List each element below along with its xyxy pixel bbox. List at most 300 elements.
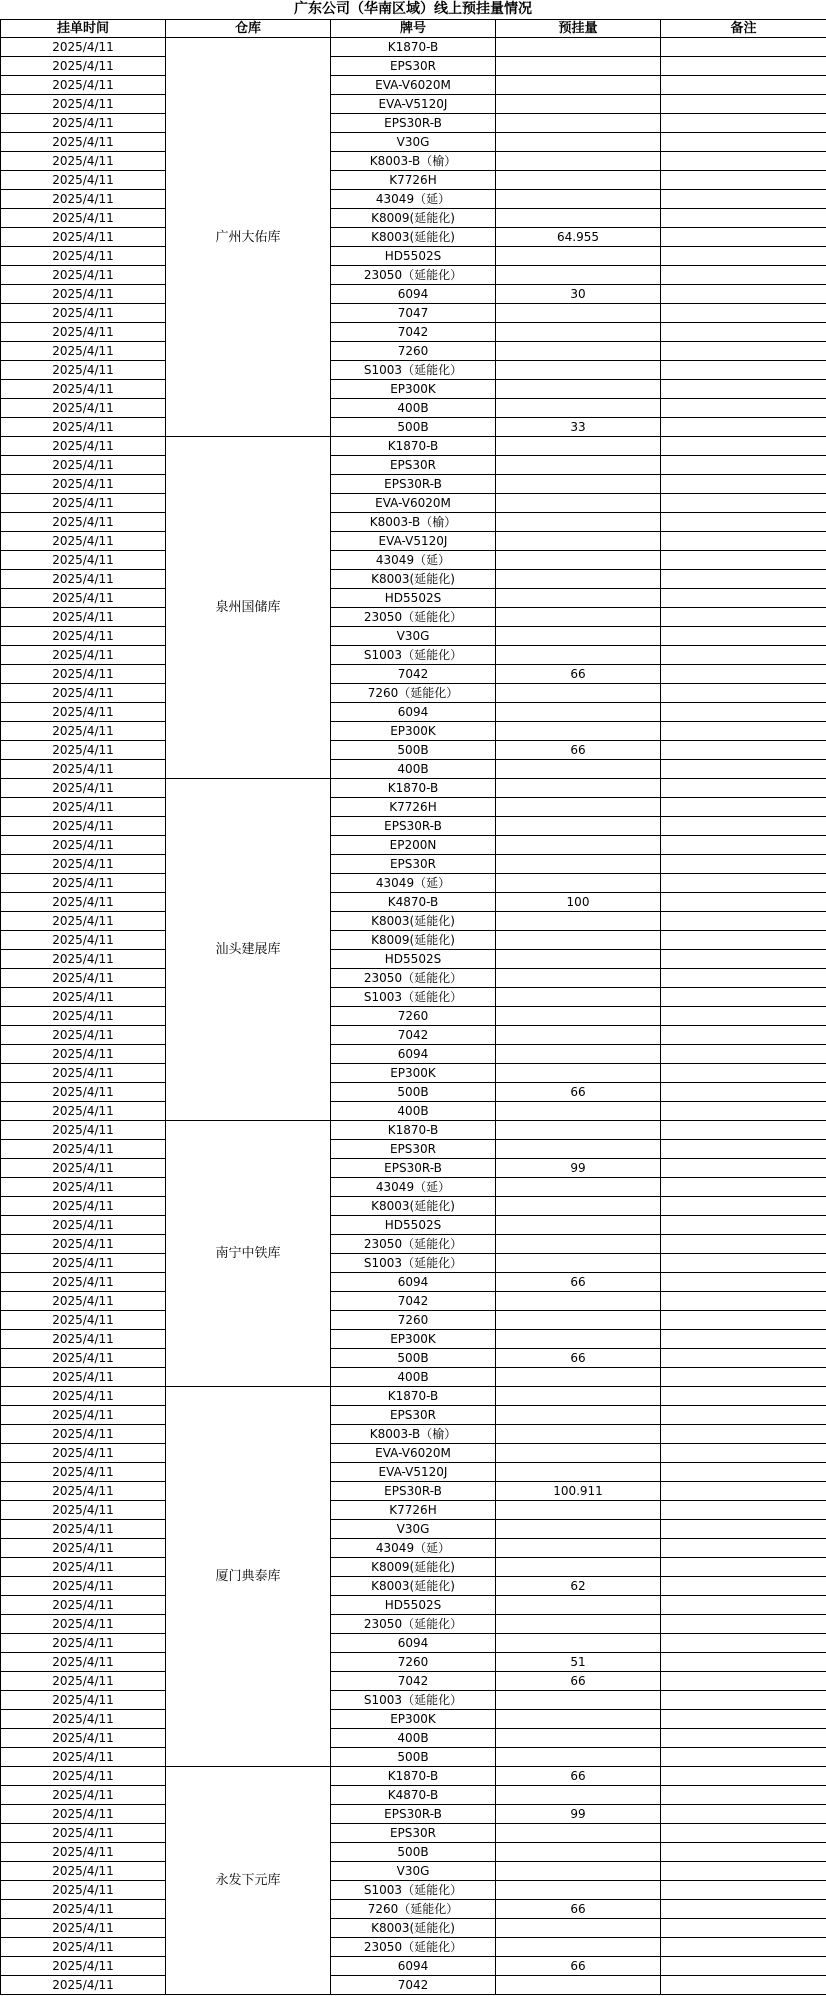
- cell-grade[interactable]: EPS30R: [331, 855, 496, 874]
- cell-note[interactable]: [661, 38, 826, 57]
- cell-grade[interactable]: EPS30R: [331, 1140, 496, 1159]
- cell-date[interactable]: 2025/4/11: [1, 1254, 166, 1273]
- cell-quantity[interactable]: 51: [496, 1653, 661, 1672]
- cell-date[interactable]: 2025/4/11: [1, 1406, 166, 1425]
- cell-grade[interactable]: 7042: [331, 1026, 496, 1045]
- cell-quantity[interactable]: [496, 1843, 661, 1862]
- cell-note[interactable]: [661, 1957, 826, 1976]
- cell-date[interactable]: 2025/4/11: [1, 57, 166, 76]
- cell-note[interactable]: [661, 665, 826, 684]
- cell-quantity[interactable]: [496, 532, 661, 551]
- cell-date[interactable]: 2025/4/11: [1, 1368, 166, 1387]
- cell-grade[interactable]: K8009(延能化): [331, 1558, 496, 1577]
- cell-quantity[interactable]: [496, 1919, 661, 1938]
- cell-grade[interactable]: EPS30R-B: [331, 475, 496, 494]
- cell-grade[interactable]: K8003(延能化): [331, 1577, 496, 1596]
- cell-grade[interactable]: EP300K: [331, 722, 496, 741]
- cell-date[interactable]: 2025/4/11: [1, 1121, 166, 1140]
- cell-quantity[interactable]: [496, 1178, 661, 1197]
- cell-note[interactable]: [661, 380, 826, 399]
- cell-quantity[interactable]: [496, 1463, 661, 1482]
- cell-date[interactable]: 2025/4/11: [1, 1824, 166, 1843]
- cell-grade[interactable]: 7260: [331, 1007, 496, 1026]
- cell-grade[interactable]: HD5502S: [331, 1596, 496, 1615]
- cell-date[interactable]: 2025/4/11: [1, 475, 166, 494]
- cell-quantity[interactable]: [496, 1938, 661, 1957]
- cell-quantity[interactable]: [496, 95, 661, 114]
- cell-grade[interactable]: EP300K: [331, 1710, 496, 1729]
- cell-quantity[interactable]: [496, 1406, 661, 1425]
- cell-date[interactable]: 2025/4/11: [1, 1558, 166, 1577]
- cell-grade[interactable]: K8009(延能化): [331, 931, 496, 950]
- cell-note[interactable]: [661, 1235, 826, 1254]
- cell-grade[interactable]: K1870-B: [331, 779, 496, 798]
- header-warehouse[interactable]: 仓库: [166, 20, 331, 38]
- cell-note[interactable]: [661, 76, 826, 95]
- cell-grade[interactable]: 7260: [331, 1653, 496, 1672]
- cell-grade[interactable]: HD5502S: [331, 1216, 496, 1235]
- cell-grade[interactable]: EVA-V5120J: [331, 1463, 496, 1482]
- cell-quantity[interactable]: [496, 836, 661, 855]
- cell-quantity[interactable]: [496, 342, 661, 361]
- cell-date[interactable]: 2025/4/11: [1, 1045, 166, 1064]
- cell-date[interactable]: 2025/4/11: [1, 456, 166, 475]
- cell-note[interactable]: [661, 1121, 826, 1140]
- cell-date[interactable]: 2025/4/11: [1, 1026, 166, 1045]
- cell-grade[interactable]: K8003(延能化): [331, 570, 496, 589]
- cell-grade[interactable]: 6094: [331, 1045, 496, 1064]
- cell-quantity[interactable]: [496, 1368, 661, 1387]
- cell-quantity[interactable]: [496, 1026, 661, 1045]
- cell-date[interactable]: 2025/4/11: [1, 608, 166, 627]
- cell-quantity[interactable]: [496, 1064, 661, 1083]
- cell-note[interactable]: [661, 893, 826, 912]
- cell-quantity[interactable]: [496, 1292, 661, 1311]
- cell-note[interactable]: [661, 551, 826, 570]
- cell-warehouse[interactable]: 汕头建展库: [166, 779, 331, 1121]
- cell-date[interactable]: 2025/4/11: [1, 342, 166, 361]
- cell-date[interactable]: 2025/4/11: [1, 437, 166, 456]
- cell-quantity[interactable]: [496, 1558, 661, 1577]
- cell-quantity[interactable]: [496, 304, 661, 323]
- cell-note[interactable]: [661, 570, 826, 589]
- cell-date[interactable]: 2025/4/11: [1, 1102, 166, 1121]
- cell-note[interactable]: [661, 1140, 826, 1159]
- header-note[interactable]: 备注: [661, 20, 826, 38]
- cell-grade[interactable]: 400B: [331, 399, 496, 418]
- cell-date[interactable]: 2025/4/11: [1, 1881, 166, 1900]
- cell-grade[interactable]: 400B: [331, 760, 496, 779]
- cell-note[interactable]: [661, 969, 826, 988]
- cell-grade[interactable]: 23050（延能化）: [331, 969, 496, 988]
- cell-date[interactable]: 2025/4/11: [1, 1615, 166, 1634]
- cell-note[interactable]: [661, 1254, 826, 1273]
- cell-quantity[interactable]: 66: [496, 1767, 661, 1786]
- cell-warehouse[interactable]: 永发下元库: [166, 1767, 331, 1995]
- cell-note[interactable]: [661, 817, 826, 836]
- cell-note[interactable]: [661, 1596, 826, 1615]
- cell-grade[interactable]: EP300K: [331, 1330, 496, 1349]
- cell-note[interactable]: [661, 1368, 826, 1387]
- cell-quantity[interactable]: [496, 1596, 661, 1615]
- cell-date[interactable]: 2025/4/11: [1, 133, 166, 152]
- cell-grade[interactable]: 7042: [331, 1292, 496, 1311]
- cell-note[interactable]: [661, 1425, 826, 1444]
- cell-warehouse[interactable]: 广州大佑库: [166, 38, 331, 437]
- cell-date[interactable]: 2025/4/11: [1, 798, 166, 817]
- cell-note[interactable]: [661, 836, 826, 855]
- cell-quantity[interactable]: [496, 38, 661, 57]
- cell-note[interactable]: [661, 1976, 826, 1995]
- cell-note[interactable]: [661, 1862, 826, 1881]
- cell-note[interactable]: [661, 437, 826, 456]
- cell-note[interactable]: [661, 247, 826, 266]
- cell-date[interactable]: 2025/4/11: [1, 1900, 166, 1919]
- cell-grade[interactable]: EPS30R-B: [331, 1482, 496, 1501]
- cell-grade[interactable]: EP300K: [331, 1064, 496, 1083]
- cell-note[interactable]: [661, 1919, 826, 1938]
- cell-quantity[interactable]: [496, 1710, 661, 1729]
- cell-grade[interactable]: 43049（延）: [331, 1539, 496, 1558]
- cell-date[interactable]: 2025/4/11: [1, 1710, 166, 1729]
- cell-quantity[interactable]: [496, 1216, 661, 1235]
- cell-date[interactable]: 2025/4/11: [1, 513, 166, 532]
- cell-quantity[interactable]: [496, 1748, 661, 1767]
- cell-note[interactable]: [661, 532, 826, 551]
- cell-date[interactable]: 2025/4/11: [1, 95, 166, 114]
- cell-note[interactable]: [661, 703, 826, 722]
- cell-quantity[interactable]: 64.955: [496, 228, 661, 247]
- cell-grade[interactable]: K4870-B: [331, 1786, 496, 1805]
- cell-quantity[interactable]: [496, 1539, 661, 1558]
- cell-date[interactable]: 2025/4/11: [1, 893, 166, 912]
- cell-grade[interactable]: K8009(延能化): [331, 209, 496, 228]
- cell-quantity[interactable]: [496, 1976, 661, 1995]
- cell-grade[interactable]: EPS30R-B: [331, 1805, 496, 1824]
- cell-date[interactable]: 2025/4/11: [1, 1311, 166, 1330]
- cell-quantity[interactable]: [496, 589, 661, 608]
- cell-quantity[interactable]: [496, 266, 661, 285]
- cell-date[interactable]: 2025/4/11: [1, 779, 166, 798]
- cell-date[interactable]: 2025/4/11: [1, 76, 166, 95]
- cell-quantity[interactable]: [496, 1634, 661, 1653]
- cell-grade[interactable]: S1003（延能化）: [331, 1881, 496, 1900]
- cell-date[interactable]: 2025/4/11: [1, 1159, 166, 1178]
- cell-grade[interactable]: 400B: [331, 1729, 496, 1748]
- cell-date[interactable]: 2025/4/11: [1, 1653, 166, 1672]
- cell-date[interactable]: 2025/4/11: [1, 1672, 166, 1691]
- cell-date[interactable]: 2025/4/11: [1, 1805, 166, 1824]
- cell-date[interactable]: 2025/4/11: [1, 1178, 166, 1197]
- cell-grade[interactable]: EP200N: [331, 836, 496, 855]
- cell-quantity[interactable]: [496, 1425, 661, 1444]
- cell-grade[interactable]: 6094: [331, 1634, 496, 1653]
- cell-date[interactable]: 2025/4/11: [1, 1634, 166, 1653]
- cell-note[interactable]: [661, 1273, 826, 1292]
- cell-quantity[interactable]: [496, 1824, 661, 1843]
- cell-quantity[interactable]: 66: [496, 1349, 661, 1368]
- cell-quantity[interactable]: [496, 1197, 661, 1216]
- cell-date[interactable]: 2025/4/11: [1, 1539, 166, 1558]
- cell-quantity[interactable]: 100: [496, 893, 661, 912]
- cell-warehouse[interactable]: 泉州国储库: [166, 437, 331, 779]
- cell-note[interactable]: [661, 1026, 826, 1045]
- cell-note[interactable]: [661, 608, 826, 627]
- cell-quantity[interactable]: [496, 1121, 661, 1140]
- cell-grade[interactable]: 500B: [331, 1349, 496, 1368]
- cell-date[interactable]: 2025/4/11: [1, 665, 166, 684]
- cell-grade[interactable]: HD5502S: [331, 247, 496, 266]
- cell-date[interactable]: 2025/4/11: [1, 817, 166, 836]
- cell-note[interactable]: [661, 1634, 826, 1653]
- cell-date[interactable]: 2025/4/11: [1, 1577, 166, 1596]
- cell-date[interactable]: 2025/4/11: [1, 836, 166, 855]
- header-grade[interactable]: 牌号: [331, 20, 496, 38]
- cell-grade[interactable]: 500B: [331, 1843, 496, 1862]
- cell-grade[interactable]: 43049（延）: [331, 190, 496, 209]
- cell-quantity[interactable]: [496, 1102, 661, 1121]
- cell-note[interactable]: [661, 1159, 826, 1178]
- cell-grade[interactable]: 6094: [331, 285, 496, 304]
- cell-grade[interactable]: K1870-B: [331, 1387, 496, 1406]
- cell-quantity[interactable]: [496, 798, 661, 817]
- cell-note[interactable]: [661, 741, 826, 760]
- cell-note[interactable]: [661, 361, 826, 380]
- cell-quantity[interactable]: [496, 608, 661, 627]
- cell-note[interactable]: [661, 494, 826, 513]
- cell-date[interactable]: 2025/4/11: [1, 931, 166, 950]
- cell-quantity[interactable]: [496, 988, 661, 1007]
- cell-date[interactable]: 2025/4/11: [1, 38, 166, 57]
- cell-date[interactable]: 2025/4/11: [1, 1843, 166, 1862]
- cell-grade[interactable]: EP300K: [331, 380, 496, 399]
- cell-grade[interactable]: K8003(延能化): [331, 228, 496, 247]
- cell-quantity[interactable]: [496, 703, 661, 722]
- cell-date[interactable]: 2025/4/11: [1, 152, 166, 171]
- cell-grade[interactable]: K8003-B（榆）: [331, 1425, 496, 1444]
- cell-quantity[interactable]: [496, 1786, 661, 1805]
- cell-grade[interactable]: K1870-B: [331, 1767, 496, 1786]
- cell-note[interactable]: [661, 228, 826, 247]
- cell-quantity[interactable]: [496, 931, 661, 950]
- cell-note[interactable]: [661, 798, 826, 817]
- cell-quantity[interactable]: [496, 513, 661, 532]
- cell-note[interactable]: [661, 1311, 826, 1330]
- cell-quantity[interactable]: [496, 874, 661, 893]
- cell-note[interactable]: [661, 1881, 826, 1900]
- cell-date[interactable]: 2025/4/11: [1, 1862, 166, 1881]
- cell-grade[interactable]: 7042: [331, 665, 496, 684]
- cell-note[interactable]: [661, 304, 826, 323]
- cell-date[interactable]: 2025/4/11: [1, 551, 166, 570]
- cell-note[interactable]: [661, 1045, 826, 1064]
- cell-quantity[interactable]: 100.911: [496, 1482, 661, 1501]
- cell-date[interactable]: 2025/4/11: [1, 646, 166, 665]
- cell-note[interactable]: [661, 171, 826, 190]
- cell-date[interactable]: 2025/4/11: [1, 1216, 166, 1235]
- cell-grade[interactable]: K7726H: [331, 171, 496, 190]
- cell-note[interactable]: [661, 1007, 826, 1026]
- cell-quantity[interactable]: 66: [496, 1273, 661, 1292]
- cell-grade[interactable]: 43049（延）: [331, 874, 496, 893]
- cell-grade[interactable]: V30G: [331, 1520, 496, 1539]
- cell-quantity[interactable]: [496, 570, 661, 589]
- cell-grade[interactable]: HD5502S: [331, 589, 496, 608]
- cell-note[interactable]: [661, 342, 826, 361]
- cell-date[interactable]: 2025/4/11: [1, 722, 166, 741]
- cell-note[interactable]: [661, 931, 826, 950]
- cell-quantity[interactable]: [496, 1387, 661, 1406]
- cell-grade[interactable]: EPS30R-B: [331, 1159, 496, 1178]
- cell-grade[interactable]: EPS30R-B: [331, 817, 496, 836]
- cell-note[interactable]: [661, 1824, 826, 1843]
- cell-quantity[interactable]: 33: [496, 418, 661, 437]
- cell-note[interactable]: [661, 855, 826, 874]
- cell-date[interactable]: 2025/4/11: [1, 1919, 166, 1938]
- cell-date[interactable]: 2025/4/11: [1, 741, 166, 760]
- cell-grade[interactable]: K1870-B: [331, 1121, 496, 1140]
- cell-quantity[interactable]: [496, 950, 661, 969]
- cell-quantity[interactable]: [496, 133, 661, 152]
- cell-date[interactable]: 2025/4/11: [1, 912, 166, 931]
- cell-note[interactable]: [661, 57, 826, 76]
- cell-grade[interactable]: 6094: [331, 1957, 496, 1976]
- cell-date[interactable]: 2025/4/11: [1, 1387, 166, 1406]
- cell-grade[interactable]: 500B: [331, 1748, 496, 1767]
- cell-quantity[interactable]: [496, 817, 661, 836]
- cell-grade[interactable]: 7042: [331, 1976, 496, 1995]
- cell-grade[interactable]: K1870-B: [331, 38, 496, 57]
- cell-grade[interactable]: K7726H: [331, 798, 496, 817]
- cell-grade[interactable]: S1003（延能化）: [331, 988, 496, 1007]
- cell-date[interactable]: 2025/4/11: [1, 1729, 166, 1748]
- cell-note[interactable]: [661, 1444, 826, 1463]
- cell-note[interactable]: [661, 1786, 826, 1805]
- cell-quantity[interactable]: 66: [496, 1083, 661, 1102]
- cell-quantity[interactable]: [496, 361, 661, 380]
- cell-note[interactable]: [661, 1501, 826, 1520]
- cell-date[interactable]: 2025/4/11: [1, 209, 166, 228]
- cell-grade[interactable]: S1003（延能化）: [331, 646, 496, 665]
- cell-grade[interactable]: EPS30R: [331, 57, 496, 76]
- cell-note[interactable]: [661, 1216, 826, 1235]
- cell-date[interactable]: 2025/4/11: [1, 703, 166, 722]
- cell-date[interactable]: 2025/4/11: [1, 323, 166, 342]
- cell-grade[interactable]: EVA-V5120J: [331, 95, 496, 114]
- cell-quantity[interactable]: [496, 1444, 661, 1463]
- cell-note[interactable]: [661, 323, 826, 342]
- cell-grade[interactable]: 7260（延能化）: [331, 1900, 496, 1919]
- cell-date[interactable]: 2025/4/11: [1, 304, 166, 323]
- cell-quantity[interactable]: [496, 1881, 661, 1900]
- cell-quantity[interactable]: [496, 1615, 661, 1634]
- cell-date[interactable]: 2025/4/11: [1, 1520, 166, 1539]
- cell-grade[interactable]: 7042: [331, 1672, 496, 1691]
- cell-grade[interactable]: K8003-B（榆）: [331, 152, 496, 171]
- cell-quantity[interactable]: 99: [496, 1159, 661, 1178]
- cell-grade[interactable]: K7726H: [331, 1501, 496, 1520]
- cell-date[interactable]: 2025/4/11: [1, 1482, 166, 1501]
- cell-note[interactable]: [661, 1064, 826, 1083]
- header-date[interactable]: 挂单时间: [1, 20, 166, 38]
- cell-note[interactable]: [661, 475, 826, 494]
- cell-quantity[interactable]: [496, 152, 661, 171]
- cell-grade[interactable]: K8003(延能化): [331, 1197, 496, 1216]
- cell-quantity[interactable]: [496, 855, 661, 874]
- cell-grade[interactable]: 23050（延能化）: [331, 1615, 496, 1634]
- cell-note[interactable]: [661, 1558, 826, 1577]
- cell-date[interactable]: 2025/4/11: [1, 418, 166, 437]
- cell-note[interactable]: [661, 513, 826, 532]
- cell-note[interactable]: [661, 1805, 826, 1824]
- cell-quantity[interactable]: 66: [496, 1900, 661, 1919]
- cell-note[interactable]: [661, 1292, 826, 1311]
- cell-note[interactable]: [661, 456, 826, 475]
- cell-quantity[interactable]: [496, 912, 661, 931]
- cell-grade[interactable]: K1870-B: [331, 437, 496, 456]
- cell-date[interactable]: 2025/4/11: [1, 1273, 166, 1292]
- cell-grade[interactable]: 500B: [331, 418, 496, 437]
- cell-note[interactable]: [661, 1539, 826, 1558]
- cell-quantity[interactable]: [496, 779, 661, 798]
- cell-note[interactable]: [661, 988, 826, 1007]
- cell-date[interactable]: 2025/4/11: [1, 1501, 166, 1520]
- cell-note[interactable]: [661, 266, 826, 285]
- cell-note[interactable]: [661, 1615, 826, 1634]
- cell-note[interactable]: [661, 1349, 826, 1368]
- cell-quantity[interactable]: [496, 114, 661, 133]
- cell-quantity[interactable]: [496, 1862, 661, 1881]
- cell-date[interactable]: 2025/4/11: [1, 532, 166, 551]
- cell-grade[interactable]: S1003（延能化）: [331, 1254, 496, 1273]
- header-quantity[interactable]: 预挂量: [496, 20, 661, 38]
- cell-date[interactable]: 2025/4/11: [1, 1767, 166, 1786]
- cell-note[interactable]: [661, 1710, 826, 1729]
- cell-note[interactable]: [661, 152, 826, 171]
- cell-date[interactable]: 2025/4/11: [1, 1425, 166, 1444]
- cell-grade[interactable]: 23050（延能化）: [331, 266, 496, 285]
- cell-date[interactable]: 2025/4/11: [1, 988, 166, 1007]
- cell-quantity[interactable]: [496, 551, 661, 570]
- cell-date[interactable]: 2025/4/11: [1, 1748, 166, 1767]
- cell-quantity[interactable]: [496, 1311, 661, 1330]
- cell-quantity[interactable]: [496, 1691, 661, 1710]
- cell-date[interactable]: 2025/4/11: [1, 1140, 166, 1159]
- cell-date[interactable]: 2025/4/11: [1, 114, 166, 133]
- cell-note[interactable]: [661, 1577, 826, 1596]
- cell-grade[interactable]: EVA-V6020M: [331, 1444, 496, 1463]
- cell-quantity[interactable]: [496, 57, 661, 76]
- cell-note[interactable]: [661, 1691, 826, 1710]
- cell-quantity[interactable]: [496, 1007, 661, 1026]
- cell-quantity[interactable]: [496, 247, 661, 266]
- cell-quantity[interactable]: [496, 1235, 661, 1254]
- cell-date[interactable]: 2025/4/11: [1, 494, 166, 513]
- cell-note[interactable]: [661, 1406, 826, 1425]
- cell-date[interactable]: 2025/4/11: [1, 1007, 166, 1026]
- cell-note[interactable]: [661, 190, 826, 209]
- cell-date[interactable]: 2025/4/11: [1, 1292, 166, 1311]
- cell-quantity[interactable]: [496, 1520, 661, 1539]
- cell-note[interactable]: [661, 399, 826, 418]
- cell-date[interactable]: 2025/4/11: [1, 1463, 166, 1482]
- cell-note[interactable]: [661, 1938, 826, 1957]
- cell-grade[interactable]: 23050（延能化）: [331, 608, 496, 627]
- cell-grade[interactable]: 43049（延）: [331, 551, 496, 570]
- cell-date[interactable]: 2025/4/11: [1, 285, 166, 304]
- cell-date[interactable]: 2025/4/11: [1, 190, 166, 209]
- cell-note[interactable]: [661, 285, 826, 304]
